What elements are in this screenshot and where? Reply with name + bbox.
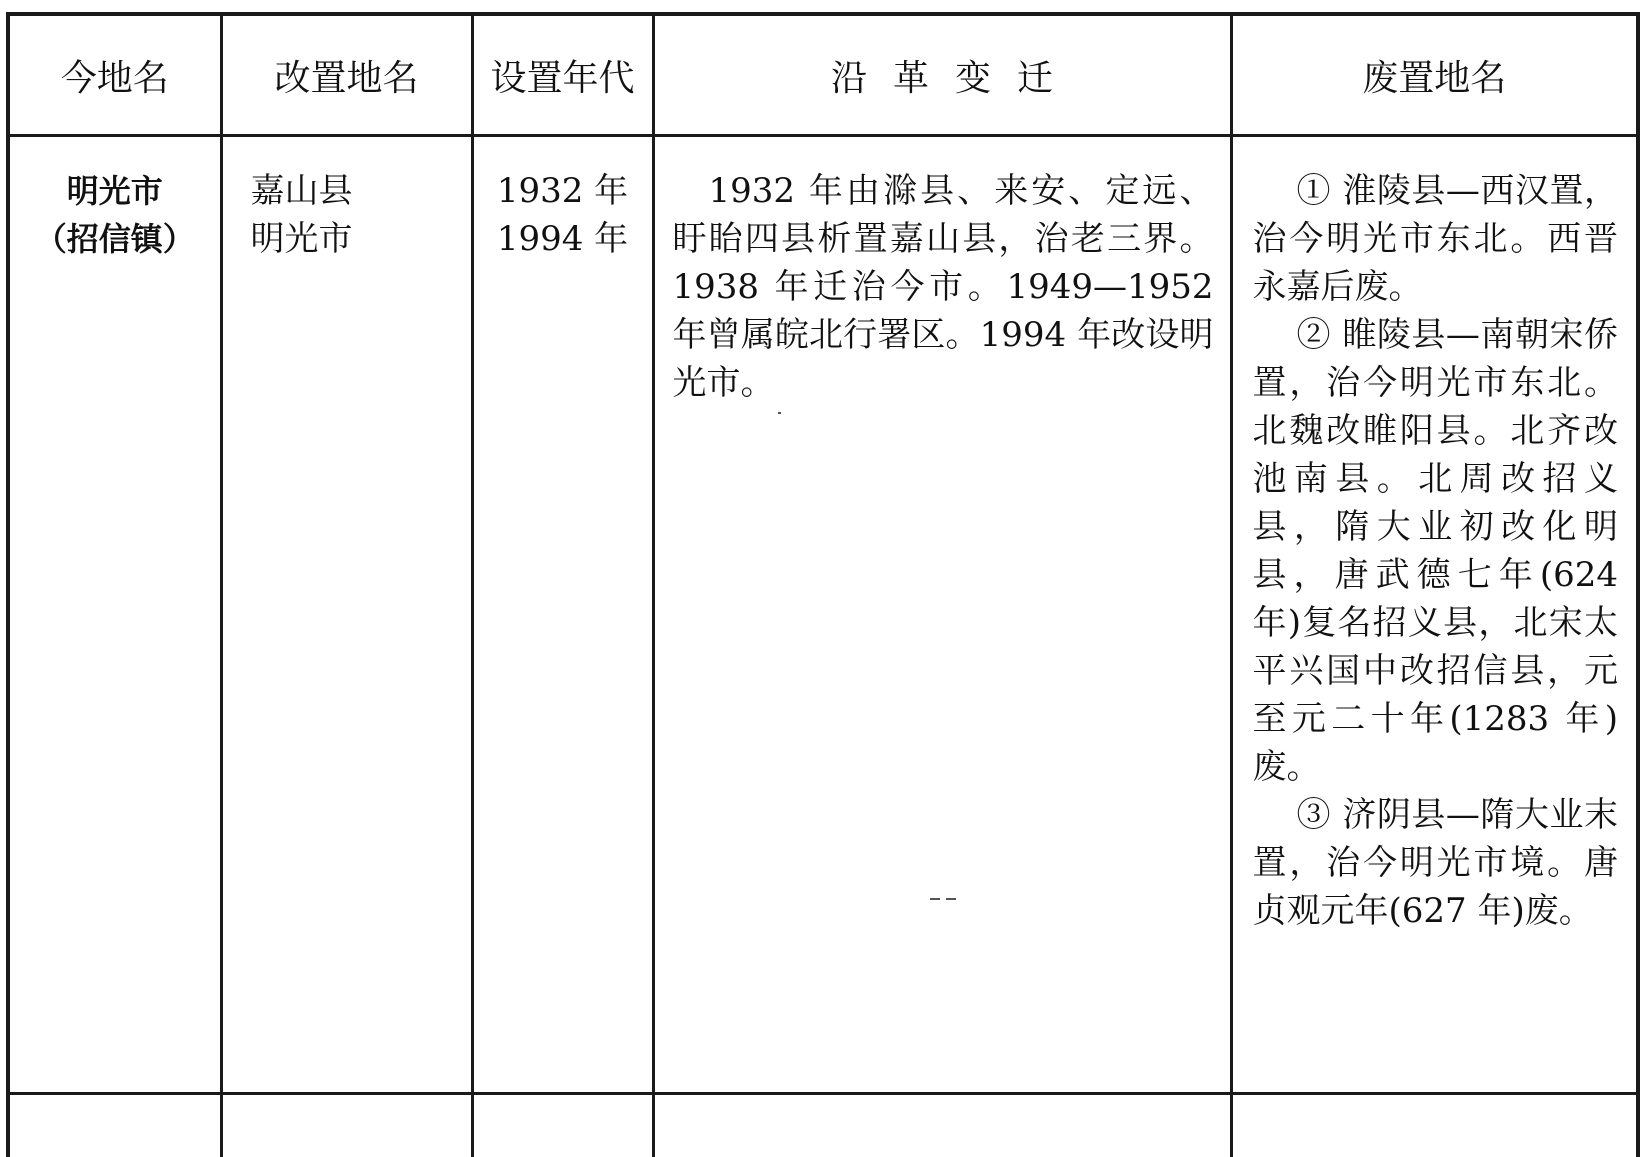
- empty-cell: [221, 1094, 472, 1157]
- scan-speck: [930, 898, 940, 900]
- table-row-partial: [8, 1094, 1638, 1157]
- header-abolished-name: 废置地名: [1231, 14, 1638, 136]
- empty-cell: [472, 1094, 653, 1157]
- empty-cell: [8, 1094, 221, 1157]
- cell-history: [653, 136, 1231, 1094]
- cell-abolished: [1231, 136, 1638, 1094]
- empty-cell: [653, 1094, 1231, 1157]
- cell-set-years: [472, 136, 653, 1094]
- empty-cell: [1231, 1094, 1638, 1157]
- set-year: 1994 年: [474, 215, 652, 263]
- history-text: 1932 年由滁县、来安、定远、盱眙四县析置嘉山县，治老三界。1938 年迁治今市。1949—1952 年曾属皖北行署区。1994 年改设明光市。: [655, 137, 1230, 407]
- cell-renamed-names: [221, 136, 472, 1094]
- header-set-year: 设置年代: [472, 14, 653, 136]
- current-name: 明光市: [10, 167, 220, 215]
- table-row: [8, 136, 1638, 1094]
- gazetteer-table: [6, 12, 1640, 1157]
- current-name-note: （招信镇）: [10, 215, 220, 263]
- header-renamed-name: 改置地名: [221, 14, 472, 136]
- scan-speck: [778, 412, 781, 414]
- renamed-name: 明光市: [251, 215, 471, 263]
- renamed-name: 嘉山县: [251, 167, 471, 215]
- cell-current-name: [8, 136, 221, 1094]
- scan-speck: [946, 898, 956, 900]
- set-year: 1932 年: [474, 167, 652, 215]
- abolished-entry: ② 睢陵县—南朝宋侨置，治今明光市东北。北魏改睢阳县。北齐改池南县。北周改招义县，隋大业初改化明县，唐武德七年(624 年)复名招义县，北宋太平兴国中改招信县，元至元二十年(1283 年)废。: [1253, 311, 1619, 791]
- table-header-row: [8, 14, 1638, 136]
- header-history: 沿革变迁: [653, 14, 1231, 136]
- abolished-entry: ③ 济阴县—隋大业末置，治今明光市境。唐贞观元年(627 年)废。: [1253, 791, 1619, 935]
- header-current-name: 今地名: [8, 14, 221, 136]
- abolished-entry: ① 淮陵县—西汉置，治今明光市东北。西晋永嘉后废。: [1253, 167, 1619, 311]
